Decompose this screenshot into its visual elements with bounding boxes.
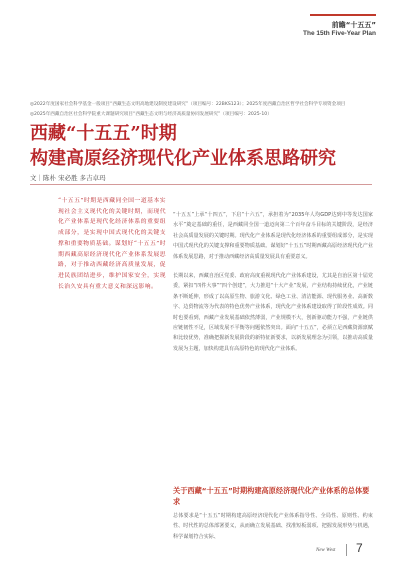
header-accent-bar: [310, 14, 376, 16]
funding-note-1: ◎2022年度国家社会科学基金一般项目“西藏生态文明高地建设制度建设研究”（项目编号：22BKS123）；2025年度西藏自治区哲学社会科学专项资金项目: [30, 102, 346, 107]
funding-note-2: ◎2025年西藏自治区社会科学院重大课题研究项目“西藏生态文明与经济高质量协同发展研究”（项目编号：2025-10）: [30, 112, 272, 117]
body-paragraph-2: 长期以来，西藏自治区党委、政府高度重视现代化产业体系建设，尤其是自治区第十届党委，紧扣“四件大事”“四个创建”，大力推进“十大产业”发展，产业结构持续优化，产业链条不断延伸，形成了以高原生物、旅游文化、绿色工业、清洁能源、现代服务业、高新数字、边贸物流等为代表的特色优势产业体系，现代化产业体系建设取得了阶段性成效。同时也要看到，西藏产业发展基础依然薄弱，产业规模不大，创新驱动能力不强，产业链供应链韧性不足，区域发展不平衡等问题依然突出。面向“十五五”，必须立足西藏资源禀赋和比较优势，准确把握新发展阶段的新特征新要求，以新发展理念为引领，以推动高质量发展为主题，加快构建具有高原特色的现代化产业体系。: [173, 273, 373, 352]
body-paragraph-3: 总体要求是“十五五”时期构建高原经济现代化产业体系指导性、全局性、原则性、约束性、时代性的总体部署要义，从而确立发展基础、找准短板弱项、把握发展形势与机遇，科学谋划符合实际、: [173, 513, 373, 540]
abstract-sidebar: “十五五”时期是西藏同全国一道基本实现社会主义现代化的关键时期，而现代化产业体系是现代化经济体系的重要组成部分，是实现中国式现代化的关键支撑和重要物质基础。谋划好“十五五”时期西藏高原经济现代化产业体系发展思路，对于推动西藏经济高质量发展，促进民族团结进步，维护国家安全，实现长治久安具有重大意义和深远影响。: [58, 198, 166, 290]
article-title-line-1: 西藏“十五五”时期: [30, 123, 177, 144]
title-divider: [30, 184, 372, 185]
section-heading: 关于西藏“十五五”时期构建高原经济现代化产业体系的总体要求: [173, 486, 370, 506]
column-label-chinese: 前瞻“十五五”: [331, 21, 376, 29]
footer-divider: [346, 544, 347, 556]
journal-name: New West: [316, 548, 336, 553]
column-label-english: The 15th Five-Year Plan: [303, 30, 376, 37]
page-number: 7: [356, 541, 363, 555]
body-paragraph-1: “十五五”上承“十四五”，下启“十六五”，承担着为“2035年人均GDP达到中等发达国家水平”奠定基础的重任，是西藏同全国一道迈向第二个百年奋斗目标的关键阶段，是经济社会高质量发展的关键时期。现代化产业体系是现代化经济体系的重要组成部分，是实现中国式现代化的关键支撑和重要物质基础。谋划好“十五五”时期西藏高原经济现代化产业体系发展思路，对于推动西藏经济高质量发展具有重要意义。: [173, 212, 373, 260]
author-byline: 文｜陈朴 宋必胜 多吉卓玛: [30, 174, 106, 182]
article-title-line-2: 构建高原经济现代化产业体系思路研究: [30, 148, 336, 169]
